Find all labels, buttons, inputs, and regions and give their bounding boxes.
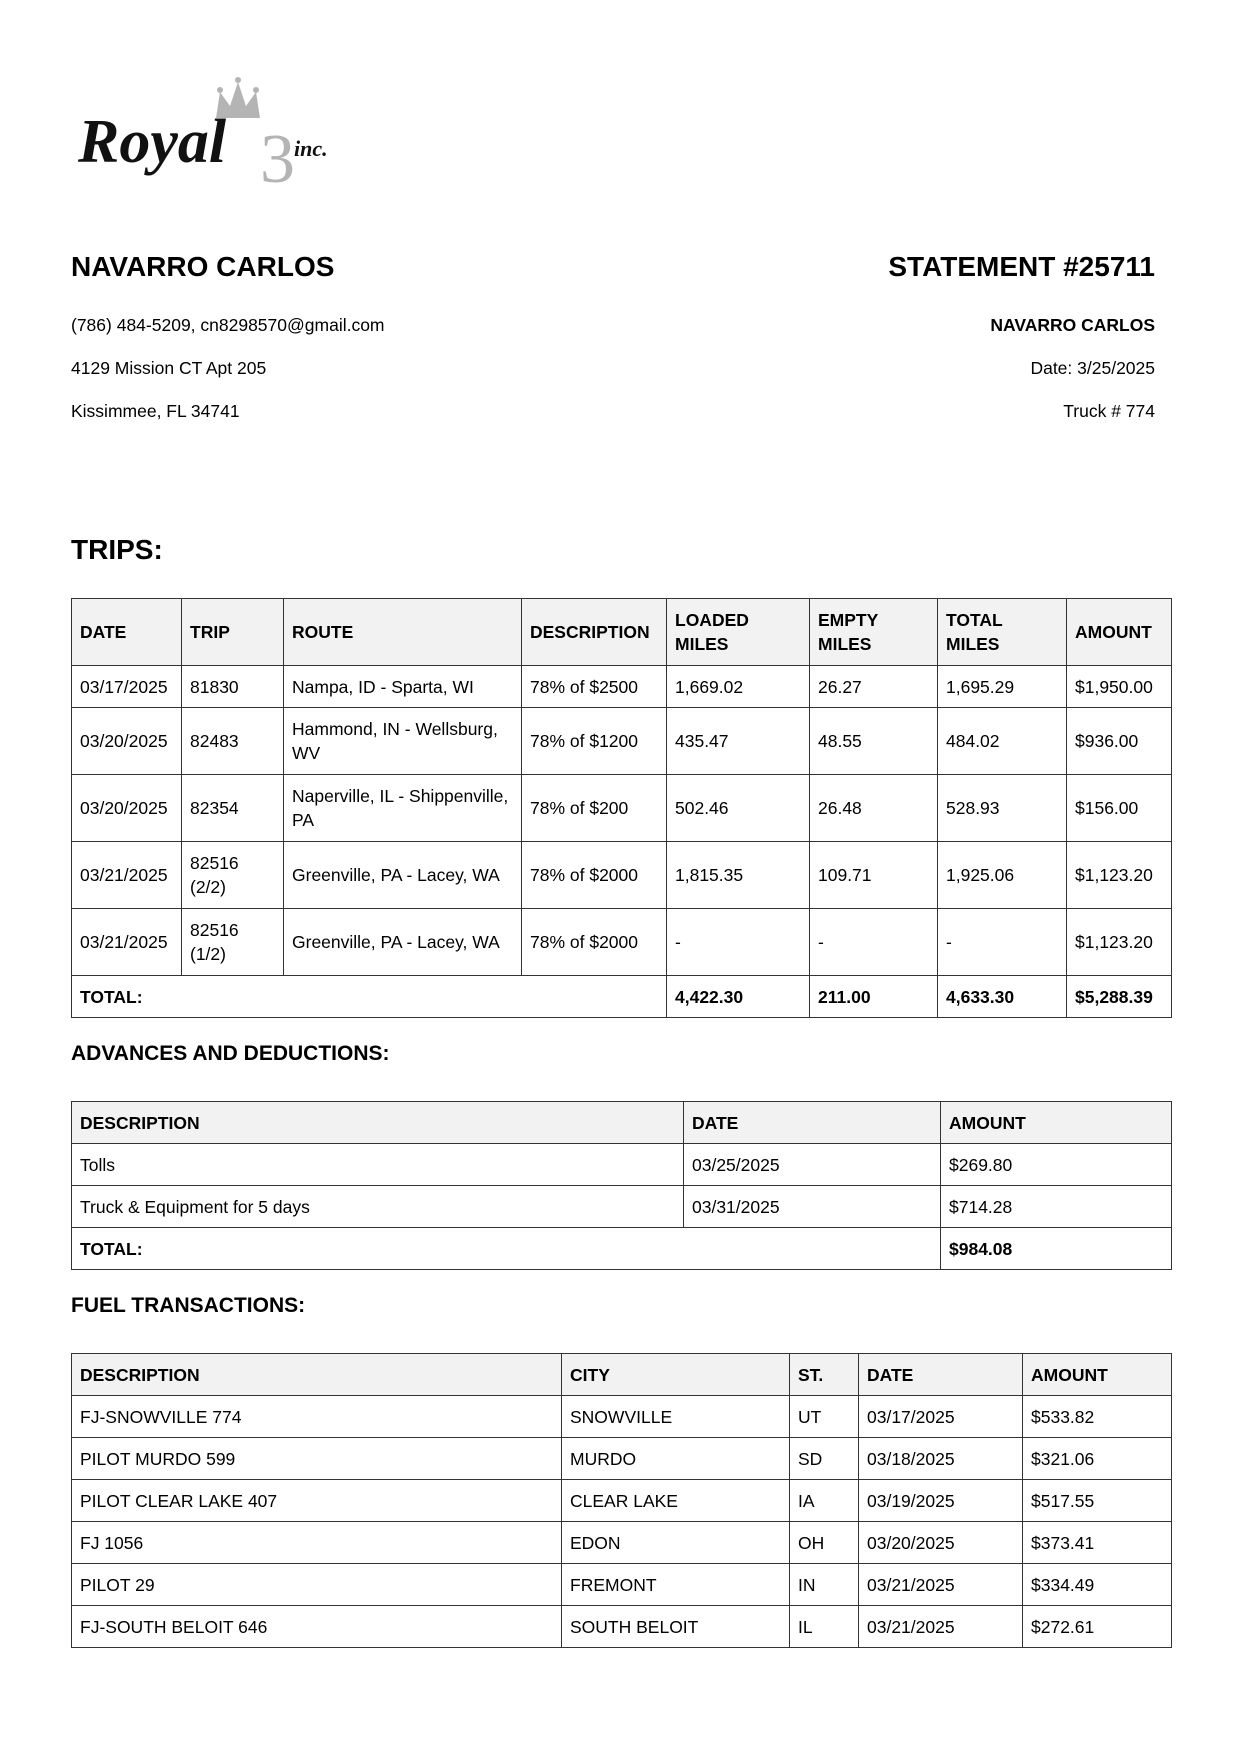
trip-empty-miles: 48.55 [810, 708, 938, 775]
col-description: DESCRIPTION [522, 599, 667, 666]
statement-date: Date: 3/25/2025 [1030, 358, 1155, 378]
trip-route: Nampa, ID - Sparta, WI [284, 666, 522, 708]
table-row [72, 1144, 1172, 1186]
logo-numeral: 3 [260, 121, 295, 198]
fuel-date: 03/20/2025 [859, 1522, 1023, 1564]
trips-total-row [72, 976, 1172, 1018]
col-amount: AMOUNT [941, 1102, 1172, 1144]
advance-date: 03/31/2025 [684, 1186, 941, 1228]
fuel-description: FJ-SNOWVILLE 774 [72, 1396, 562, 1438]
fuel-state: IN [790, 1564, 859, 1606]
trip-total-miles: 1,925.06 [938, 842, 1067, 909]
total-label: TOTAL: [72, 976, 667, 1018]
fuel-date: 03/17/2025 [859, 1396, 1023, 1438]
advance-description: Tolls [72, 1144, 684, 1186]
trip-total-miles: 484.02 [938, 708, 1067, 775]
fuel-city: SOUTH BELOIT [562, 1606, 790, 1648]
col-city: CITY [562, 1354, 790, 1396]
trip-amount: $1,123.20 [1067, 909, 1172, 976]
col-total-miles: TOTAL MILES [938, 599, 1067, 666]
driver-address-line1: 4129 Mission CT Apt 205 [71, 358, 267, 378]
total-amount: $5,288.39 [1067, 976, 1172, 1018]
trips-table [71, 598, 1172, 1018]
royal-3-logo [70, 70, 390, 200]
trip-loaded-miles: 502.46 [667, 775, 810, 842]
fuel-state: IA [790, 1480, 859, 1522]
driver-info [71, 250, 591, 422]
trip-description: 78% of $2000 [522, 909, 667, 976]
trip-loaded-miles: 435.47 [667, 708, 810, 775]
trip-date: 03/21/2025 [72, 909, 182, 976]
trip-route: Greenville, PA - Lacey, WA [284, 842, 522, 909]
table-row [72, 1564, 1172, 1606]
advances-header-row [72, 1102, 1172, 1144]
col-description: DESCRIPTION [72, 1354, 562, 1396]
table-row [72, 666, 1172, 708]
trip-number: 82483 [182, 708, 284, 775]
trip-empty-miles: 26.48 [810, 775, 938, 842]
fuel-table [71, 1353, 1172, 1648]
trip-number: 82516 (1/2) [182, 909, 284, 976]
col-date: DATE [859, 1354, 1023, 1396]
fuel-city: FREMONT [562, 1564, 790, 1606]
fuel-state: IL [790, 1606, 859, 1648]
fuel-title: FUEL TRANSACTIONS: [71, 1294, 306, 1317]
fuel-city: CLEAR LAKE [562, 1480, 790, 1522]
table-row [72, 1438, 1172, 1480]
total-amount: $984.08 [941, 1228, 1172, 1270]
trip-empty-miles: 109.71 [810, 842, 938, 909]
logo-wordmark: Royal [78, 108, 227, 176]
company-logo [70, 70, 390, 200]
trip-date: 03/20/2025 [72, 708, 182, 775]
total-empty-miles: 211.00 [810, 976, 938, 1018]
fuel-amount: $334.49 [1023, 1564, 1172, 1606]
trip-description: 78% of $2000 [522, 842, 667, 909]
fuel-amount: $517.55 [1023, 1480, 1172, 1522]
table-row [72, 1522, 1172, 1564]
advance-description: Truck & Equipment for 5 days [72, 1186, 684, 1228]
col-amount: AMOUNT [1067, 599, 1172, 666]
trip-empty-miles: - [810, 909, 938, 976]
advances-title: ADVANCES AND DEDUCTIONS: [71, 1042, 390, 1065]
col-trip: TRIP [182, 599, 284, 666]
statement-info [635, 250, 1155, 422]
fuel-description: PILOT 29 [72, 1564, 562, 1606]
statement-truck: Truck # 774 [1063, 401, 1155, 421]
statement-name: NAVARRO CARLOS [990, 315, 1155, 335]
table-row [72, 775, 1172, 842]
trip-total-miles: 528.93 [938, 775, 1067, 842]
fuel-amount: $272.61 [1023, 1606, 1172, 1648]
fuel-description: PILOT MURDO 599 [72, 1438, 562, 1480]
col-date: DATE [72, 599, 182, 666]
col-state: ST. [790, 1354, 859, 1396]
trip-date: 03/17/2025 [72, 666, 182, 708]
fuel-amount: $533.82 [1023, 1396, 1172, 1438]
col-loaded-miles: LOADED MILES [667, 599, 810, 666]
trip-description: 78% of $1200 [522, 708, 667, 775]
advances-total-row [72, 1228, 1172, 1270]
trip-route: Hammond, IN - Wellsburg, WV [284, 708, 522, 775]
trip-route: Naperville, IL - Shippenville, PA [284, 775, 522, 842]
advances-table [71, 1101, 1172, 1270]
trip-loaded-miles: 1,815.35 [667, 842, 810, 909]
table-row [72, 909, 1172, 976]
trip-date: 03/20/2025 [72, 775, 182, 842]
col-date: DATE [684, 1102, 941, 1144]
statement-title: STATEMENT #25711 [888, 251, 1155, 282]
advance-date: 03/25/2025 [684, 1144, 941, 1186]
fuel-city: MURDO [562, 1438, 790, 1480]
trips-title: TRIPS: [71, 534, 163, 565]
trip-empty-miles: 26.27 [810, 666, 938, 708]
trip-total-miles: 1,695.29 [938, 666, 1067, 708]
col-empty-miles: EMPTY MILES [810, 599, 938, 666]
col-amount: AMOUNT [1023, 1354, 1172, 1396]
fuel-state: OH [790, 1522, 859, 1564]
total-label: TOTAL: [72, 1228, 941, 1270]
trip-number: 81830 [182, 666, 284, 708]
col-description: DESCRIPTION [72, 1102, 684, 1144]
table-row [72, 708, 1172, 775]
fuel-date: 03/18/2025 [859, 1438, 1023, 1480]
trip-number: 82354 [182, 775, 284, 842]
advance-amount: $269.80 [941, 1144, 1172, 1186]
fuel-date: 03/19/2025 [859, 1480, 1023, 1522]
advance-amount: $714.28 [941, 1186, 1172, 1228]
driver-contact: (786) 484-5209, cn8298570@gmail.com [71, 315, 385, 335]
driver-name: NAVARRO CARLOS [71, 251, 335, 282]
fuel-state: SD [790, 1438, 859, 1480]
trip-total-miles: - [938, 909, 1067, 976]
fuel-header-row [72, 1354, 1172, 1396]
trip-loaded-miles: - [667, 909, 810, 976]
trips-header-row [72, 599, 1172, 666]
fuel-amount: $373.41 [1023, 1522, 1172, 1564]
fuel-description: PILOT CLEAR LAKE 407 [72, 1480, 562, 1522]
trip-loaded-miles: 1,669.02 [667, 666, 810, 708]
table-row [72, 1606, 1172, 1648]
total-total-miles: 4,633.30 [938, 976, 1067, 1018]
trip-date: 03/21/2025 [72, 842, 182, 909]
table-row [72, 1186, 1172, 1228]
fuel-city: EDON [562, 1522, 790, 1564]
trip-number: 82516 (2/2) [182, 842, 284, 909]
driver-address-line2: Kissimmee, FL 34741 [71, 401, 240, 421]
fuel-amount: $321.06 [1023, 1438, 1172, 1480]
logo-suffix: inc. [294, 136, 328, 161]
table-row [72, 1480, 1172, 1522]
total-loaded-miles: 4,422.30 [667, 976, 810, 1018]
fuel-date: 03/21/2025 [859, 1606, 1023, 1648]
trip-amount: $1,123.20 [1067, 842, 1172, 909]
trip-amount: $156.00 [1067, 775, 1172, 842]
fuel-city: SNOWVILLE [562, 1396, 790, 1438]
trip-amount: $1,950.00 [1067, 666, 1172, 708]
trip-description: 78% of $200 [522, 775, 667, 842]
fuel-state: UT [790, 1396, 859, 1438]
col-route: ROUTE [284, 599, 522, 666]
fuel-description: FJ-SOUTH BELOIT 646 [72, 1606, 562, 1648]
trip-description: 78% of $2500 [522, 666, 667, 708]
trip-route: Greenville, PA - Lacey, WA [284, 909, 522, 976]
trip-amount: $936.00 [1067, 708, 1172, 775]
fuel-date: 03/21/2025 [859, 1564, 1023, 1606]
table-row [72, 842, 1172, 909]
fuel-description: FJ 1056 [72, 1522, 562, 1564]
table-row [72, 1396, 1172, 1438]
